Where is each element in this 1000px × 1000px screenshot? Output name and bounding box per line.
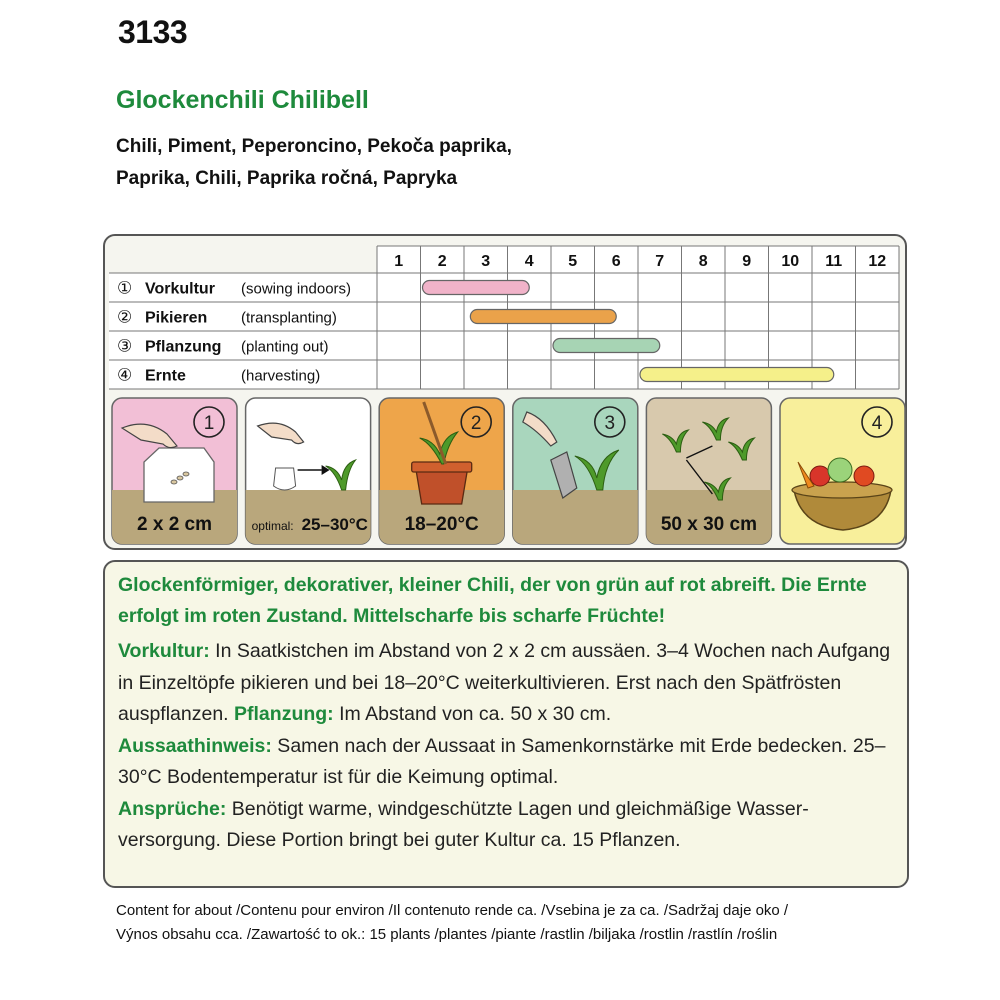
month-label-3: 3 [481, 253, 491, 270]
month-label-11: 11 [825, 253, 843, 270]
pflanzung-text: Im Abstand von ca. 50 x 30 cm. [333, 703, 612, 725]
seed-tray-icon [144, 448, 214, 502]
tile-label: 2 x 2 cm [137, 514, 212, 535]
pot-transplant-icon [379, 398, 504, 544]
month-label-12: 12 [868, 253, 887, 270]
period-bar-ernte [640, 368, 834, 382]
seed-icon [183, 472, 189, 476]
description-aussaathinweis [118, 731, 895, 794]
period-bar-vorkultur [423, 281, 530, 295]
common-names-line-1: Chili, Piment, Peperoncino, Pekoča paprika, [116, 136, 512, 157]
footer-content-line-1: Content for about /Contenu pour environ /Il contenuto rende ca. /Vsebina je za ca. /Sadržaj daje oko / [116, 902, 789, 919]
ansprueche-label: Ansprüche: [118, 797, 227, 820]
month-label-7: 7 [655, 253, 665, 270]
row-name-pflanzung: Pflanzung [145, 338, 222, 356]
product-code: 3133 [118, 14, 188, 50]
row-name-pikieren: Pikieren [145, 309, 208, 327]
row-number-3: ③ [117, 336, 133, 356]
step-badge-number: 3 [604, 413, 616, 434]
seed-icon [171, 480, 177, 484]
month-label-2: 2 [437, 253, 447, 270]
vorkultur-label: Vorkultur: [118, 640, 210, 662]
cabbage-icon [828, 458, 852, 482]
row-number-2: ② [117, 307, 133, 327]
clay-pot-icon [416, 468, 468, 504]
seed-icon [177, 476, 183, 480]
product-title: Glockenchili Chilibell [116, 86, 369, 114]
pepper-icon [854, 466, 874, 486]
tile-label-prefix: optimal: [251, 519, 294, 533]
month-label-6: 6 [611, 253, 621, 270]
vorkultur-text: In Saatkistchen im Abstand von 2 x 2 cm aussäen. 3–4 Wochen nach Aufgang in Einzeltöpfe pikieren und bei 18–20°C weiterkultivieren. Erst nach den Spätfrösten auspflanzen. [118, 640, 891, 725]
step-badge-number: 1 [203, 413, 215, 434]
month-label-8: 8 [698, 253, 708, 270]
tile-label: 18–20°C [404, 514, 479, 535]
sowing-calendar [105, 236, 909, 552]
sowing-tray-icon [112, 398, 237, 544]
pflanzung-label: Pflanzung: [234, 703, 334, 725]
row-name-vorkultur: Vorkultur [145, 280, 215, 298]
period-bar-pflanzung [553, 339, 660, 353]
row-english-4: (harvesting) [241, 367, 321, 385]
tile-label: 50 x 30 cm [660, 514, 757, 535]
row-name-ernte: Ernte [145, 367, 186, 385]
description-ansprueche [118, 794, 895, 857]
month-label-5: 5 [568, 253, 578, 270]
row-english-2: (transplanting) [241, 309, 337, 327]
aussaathinweis-label: Aussaathinweis: [118, 734, 272, 757]
harvest-basket-icon [780, 398, 905, 544]
trowel-planting-icon [513, 398, 638, 544]
tile-label: 25–30°C [301, 515, 368, 534]
aussaathinweis-text: Samen nach der Aussaat in Samenkornstärke mit Erde bedecken. 25–30°C Bodentemperatur ist für die Keimung optimal. [118, 734, 886, 788]
month-label-1: 1 [394, 253, 404, 270]
row-number-1: ① [117, 278, 133, 298]
common-names-line-2: Paprika, Chili, Paprika ročná, Papryka [116, 168, 458, 189]
germination-icon [246, 398, 371, 544]
month-label-9: 9 [742, 253, 752, 270]
period-bar-pikieren [470, 310, 616, 324]
ansprueche-text: Benötigt warme, windgeschützte Lagen und gleichmäßige Wasserversorgung. Diese Portion bringt bei guter Kultur ca. 15 Pflanzen. [118, 797, 809, 851]
month-label-4: 4 [524, 253, 534, 270]
description-vorkultur [118, 636, 895, 731]
row-english-3: (planting out) [241, 338, 329, 356]
description-intro: Glockenförmiger, dekorativer, kleiner Chili, der von grün auf rot abreift. Die Ernte erfolgt im roten Zustand. Mittelscharfe bis scharfe Früchte! [118, 574, 867, 627]
tomato-icon [810, 466, 830, 486]
plant-spacing-icon [646, 398, 771, 544]
description-panel [103, 560, 909, 888]
soil-strip [513, 490, 638, 544]
month-label-10: 10 [781, 253, 800, 270]
footer-content-line-2: Výnos obsahu cca. /Zawartość to ok.: 15 plants /plantes /piante /rastlin /biljaka /rostlin /rastlín /roślin [116, 926, 778, 943]
step-badge-number: 2 [470, 413, 482, 434]
seed-pot-icon [274, 468, 296, 490]
sowing-calendar-panel [103, 234, 907, 550]
step-badge-number: 4 [871, 413, 883, 434]
row-number-4: ④ [117, 365, 133, 385]
row-english-1: (sowing indoors) [241, 280, 352, 298]
